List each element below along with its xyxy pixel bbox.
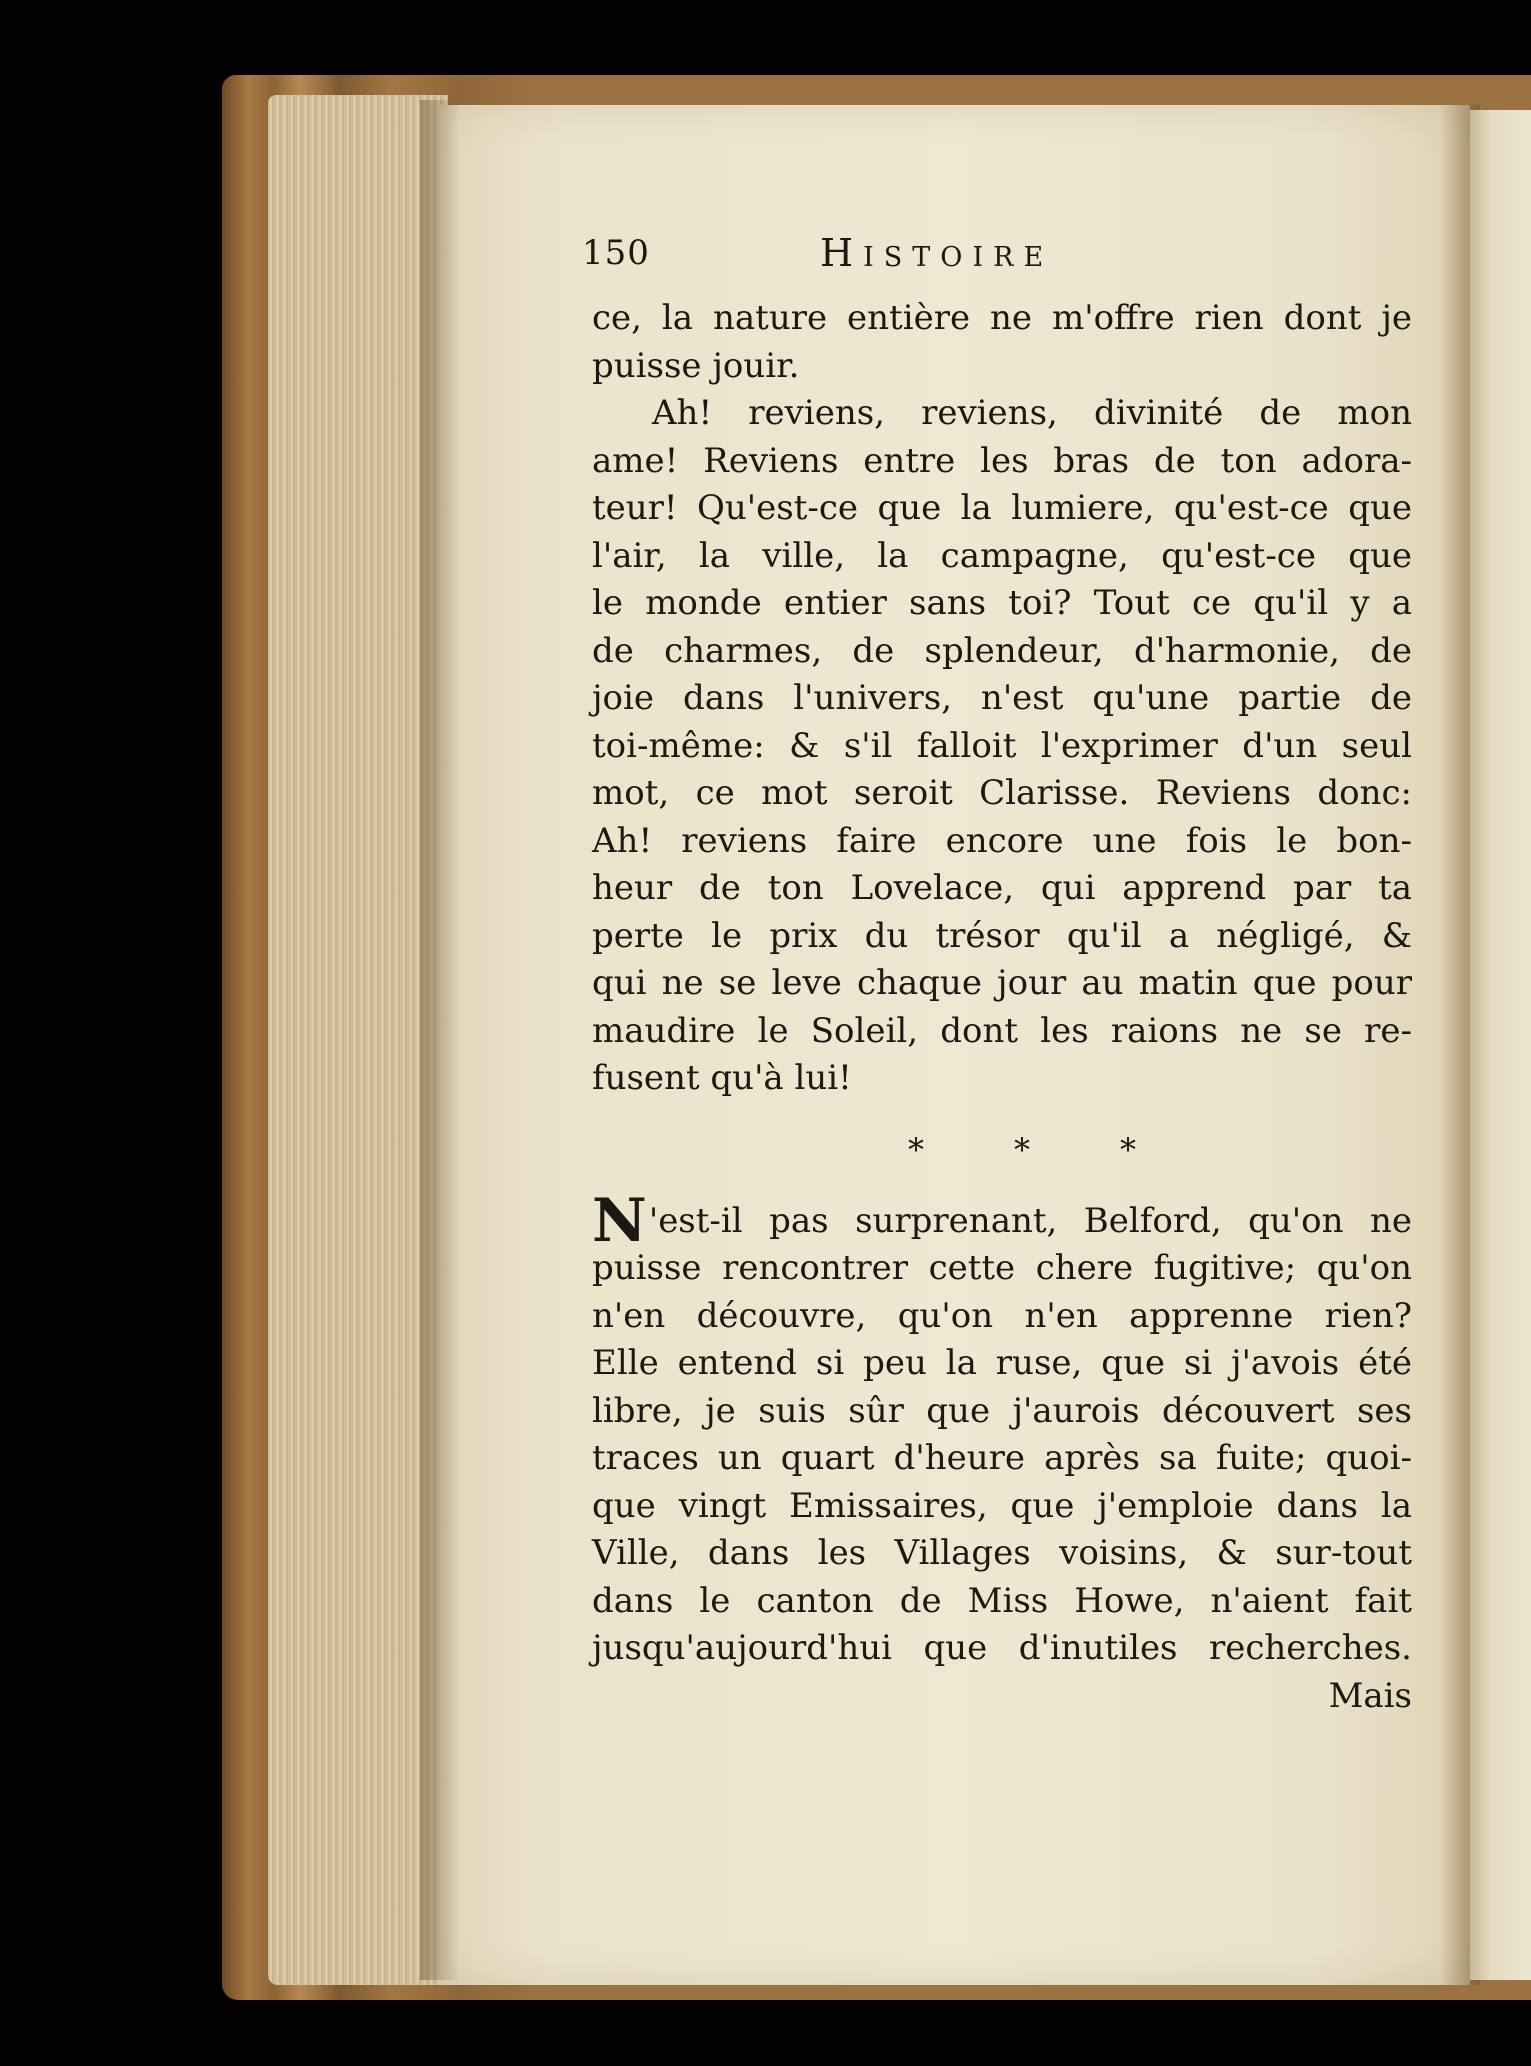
text-line: perte le prix du trésor qu'il a négligé, & <box>592 915 1412 956</box>
text-line: libre, je suis sûr que j'aurois découvert ses <box>592 1390 1412 1431</box>
drop-cap: N <box>592 1185 647 1256</box>
facing-page <box>1470 110 1531 1980</box>
section-break <box>592 1103 1412 1198</box>
page-header <box>582 225 1412 295</box>
asterisk: * <box>1120 1131 1136 1169</box>
text-line: 'est-il pas surprenant, Belford, qu'on ne <box>648 1200 1412 1241</box>
text-line: puisse jouir. <box>592 345 800 386</box>
asterisk: * <box>908 1131 924 1169</box>
paragraph-2 <box>592 390 1412 1103</box>
text-line: Ah! reviens, reviens, divinité de mon <box>652 393 1412 433</box>
text-line: puisse rencontrer cette chere fugitive; qu'on <box>592 1248 1412 1288</box>
paragraph-1 <box>592 295 1412 390</box>
text-line: Elle entend si peu la ruse, que si j'avois été <box>592 1343 1412 1383</box>
text-line: toi-même: & s'il falloit l'exprimer d'un seul <box>592 725 1412 766</box>
drop-cap-line <box>592 1185 1412 1256</box>
text-block <box>582 225 1412 1720</box>
text-line: le monde entier sans toi? Tout ce qu'il y a <box>592 583 1412 623</box>
text-line: fusent qu'à lui! <box>592 1058 852 1098</box>
text-line: maudire le Soleil, dont les raions ne se re- <box>592 1010 1412 1051</box>
text-line: mot, ce mot seroit Clarisse. Reviens donc: <box>592 773 1412 813</box>
text-line: jusqu'aujourd'hui que d'inutiles recherches. <box>592 1628 1412 1668</box>
asterisk: * <box>1014 1131 1030 1169</box>
text-line: l'air, la ville, la campagne, qu'est-ce que <box>592 535 1412 576</box>
text-line: ce, la nature entière ne m'offre rien dont je <box>592 298 1412 338</box>
text-line: Ville, dans les Villages voisins, & sur-tout <box>592 1533 1412 1573</box>
text-line: n'en découvre, qu'on n'en apprenne rien? <box>592 1295 1412 1336</box>
page-number: 150 <box>582 233 650 273</box>
page-edge-shadow <box>420 100 460 1980</box>
text-line: de charmes, de splendeur, d'harmonie, de <box>592 630 1412 671</box>
text-line: qui ne se leve chaque jour au matin que pour <box>592 963 1412 1003</box>
text-line: ame! Reviens entre les bras de ton adora- <box>592 440 1412 481</box>
text-line: que vingt Emissaires, que j'emploie dans la <box>592 1485 1412 1526</box>
text-line: Ah! reviens faire encore une fois le bon- <box>592 820 1412 861</box>
text-line: teur! Qu'est-ce que la lumiere, qu'est-ce que <box>592 488 1412 528</box>
text-line: joie dans l'univers, n'est qu'une partie de <box>592 678 1412 718</box>
catchword: Mais <box>1328 1675 1412 1716</box>
text-line: traces un quart d'heure après sa fuite; quoi- <box>592 1438 1412 1478</box>
text-line: heur de ton Lovelace, qui apprend par ta <box>592 868 1412 908</box>
text-line: dans le canton de Miss Howe, n'aient fait <box>592 1580 1412 1621</box>
paragraph-3 <box>592 1185 1412 1673</box>
running-head: Histoire <box>820 231 1054 275</box>
